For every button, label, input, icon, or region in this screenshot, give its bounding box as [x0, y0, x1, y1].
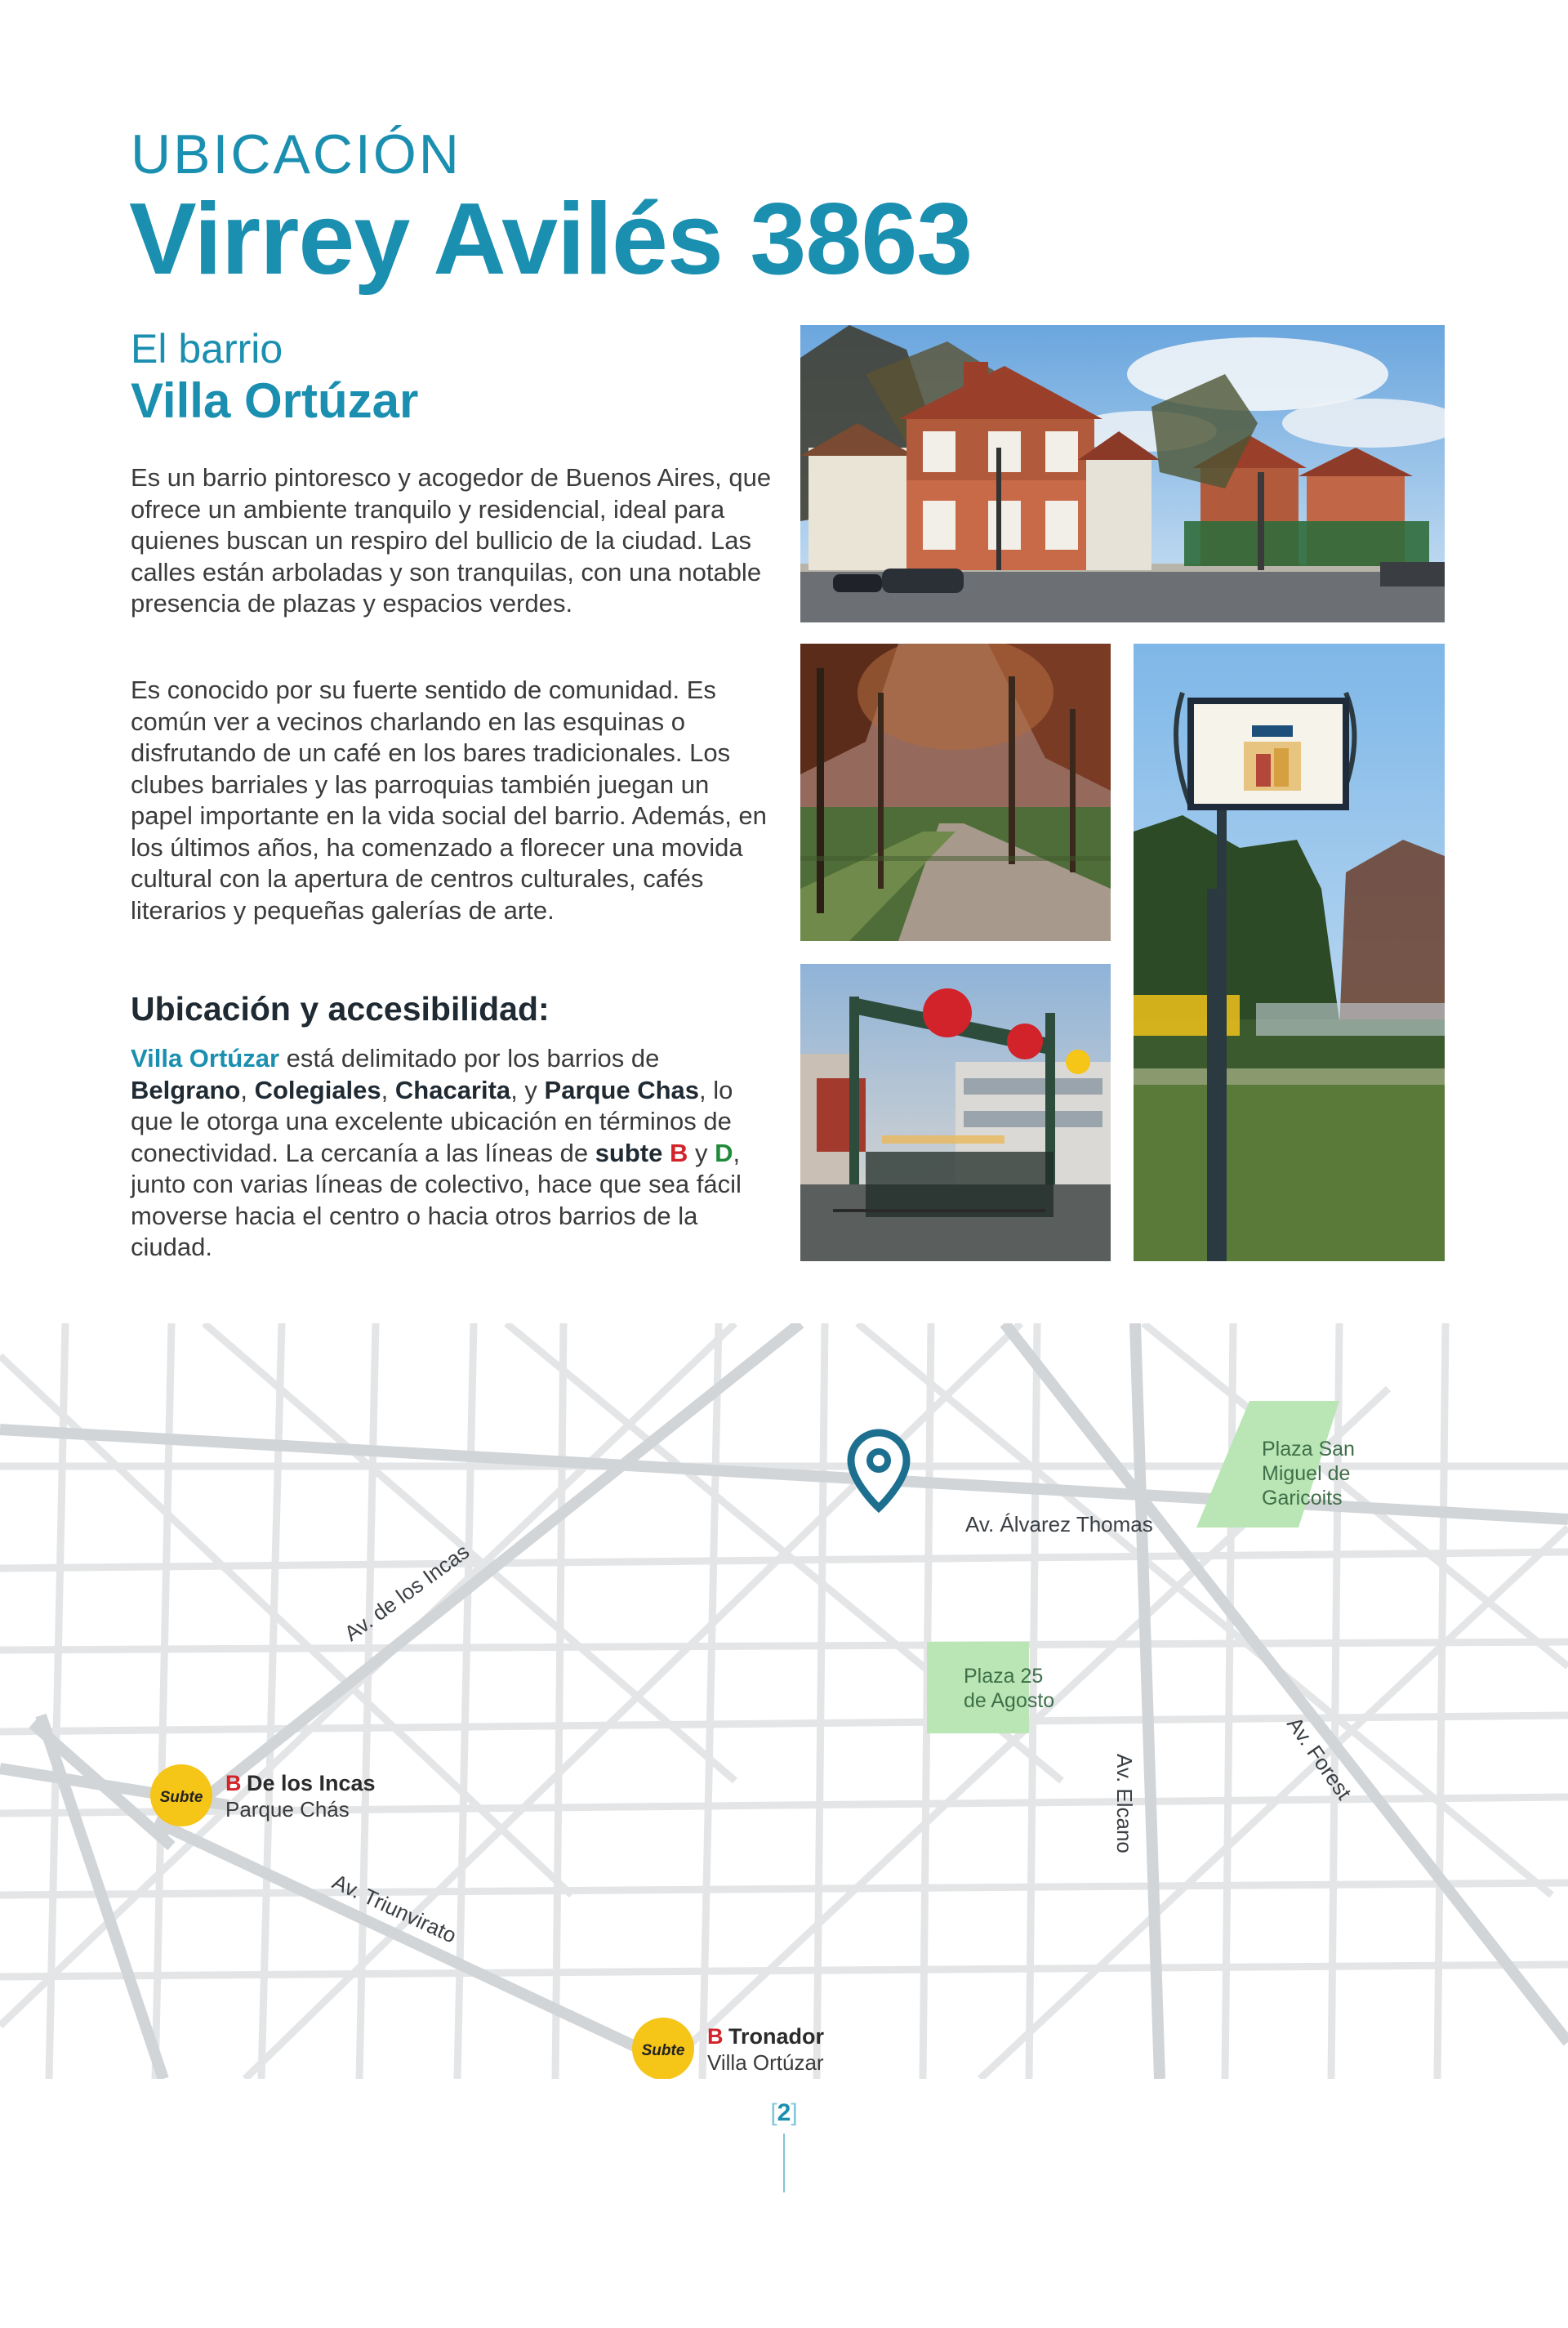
svg-text:B: B	[707, 2024, 724, 2049]
photo-park-path	[800, 644, 1111, 941]
page-number: [2]	[770, 2099, 798, 2126]
svg-text:Subte: Subte	[159, 1789, 203, 1806]
street-label-alvarez-thomas: Av. Álvarez Thomas	[965, 1512, 1153, 1536]
svg-text:De los Incas: De los Incas	[247, 1771, 376, 1795]
svg-text:Villa Ortúzar: Villa Ortúzar	[707, 2050, 824, 2075]
street-label-de-los-incas: Av. de los Incas	[339, 1539, 474, 1646]
svg-text:Garicoits: Garicoits	[1262, 1487, 1343, 1510]
svg-text:Parque Chás: Parque Chás	[225, 1797, 350, 1822]
subte-station-tronador	[632, 2018, 824, 2079]
photo-houses	[800, 325, 1445, 622]
subte-line-d: D	[715, 1138, 733, 1167]
subte-word: subte	[595, 1138, 663, 1167]
section-eyebrow: UBICACIÓN	[131, 123, 461, 185]
plaza-25-de-agosto	[927, 1642, 1029, 1733]
barrio-paragraph-2: Es conocido por su fuerte sentido de comunidad. Es común ver a vecinos charlando en las esquinas o disfrutando de un café en los bares tradicionales. Los clubes barriales y las parroquias también juegan un papel importante en la vida social del barrio. Además, en los últimos años, ha comenzado a florecer una movida cultural con la apertura de centros culturales, cafés literarios y pequeñas galerías de arte.	[131, 676, 767, 925]
svg-text:B: B	[225, 1771, 242, 1795]
svg-text:Tronador: Tronador	[728, 2024, 825, 2049]
page-divider-line	[783, 2134, 785, 2192]
svg-text:de Agosto: de Agosto	[964, 1689, 1055, 1712]
page-title: Virrey Avilés 3863	[129, 183, 973, 296]
accesibilidad-paragraph: Villa Ortúzar está delimitado por los barrios de Belgrano, Colegiales, Chacarita, y Parque Chas, lo que le otorga una excelente ubicación en términos de conectividad. La cercanía a las líneas de subte B y D, junto con varias líneas de colectivo, hace que sea fácil moverse hacia el centro o hacia otros barrios de la ciudad.	[131, 1044, 742, 1261]
barrio-chacarita: Chacarita	[394, 1075, 511, 1104]
svg-text:Plaza 25: Plaza 25	[964, 1665, 1044, 1688]
subte-line-b: B	[670, 1138, 688, 1167]
accesibilidad-heading: Ubicación y accesibilidad:	[131, 990, 550, 1028]
plaza-label-san-miguel	[1262, 1438, 1355, 1510]
street-label-triunvirato: Av. Triunvirato	[328, 1869, 461, 1948]
svg-text:Miguel de: Miguel de	[1262, 1462, 1351, 1485]
barrio-colegiales: Colegiales	[254, 1075, 381, 1104]
barrio-paragraph-1: Es un barrio pintoresco y acogedor de Buenos Aires, que ofrece un ambiente tranquilo y residencial, ideal para quienes buscan un respiro del bullicio de la ciudad. Las calles están arboladas y son tranquilas, con una notable presencia de plazas y espacios verdes.	[131, 463, 772, 618]
barrio-name-inline: Villa Ortúzar	[131, 1044, 280, 1073]
svg-text:Subte: Subte	[641, 2042, 685, 2059]
location-map	[0, 1323, 1568, 2079]
photo-subte-entrance	[800, 964, 1111, 1261]
barrio-label: El barrio	[131, 326, 283, 372]
photo-street-sign	[1134, 644, 1445, 1261]
barrio-name: Villa Ortúzar	[131, 373, 419, 428]
street-label-elcano: Av. Elcano	[1112, 1754, 1137, 1853]
street-label-forest: Av. Forest	[1282, 1712, 1357, 1804]
svg-text:Plaza San: Plaza San	[1262, 1438, 1355, 1461]
barrio-belgrano: Belgrano	[131, 1075, 241, 1104]
barrio-parque-chas: Parque Chas	[544, 1075, 700, 1104]
